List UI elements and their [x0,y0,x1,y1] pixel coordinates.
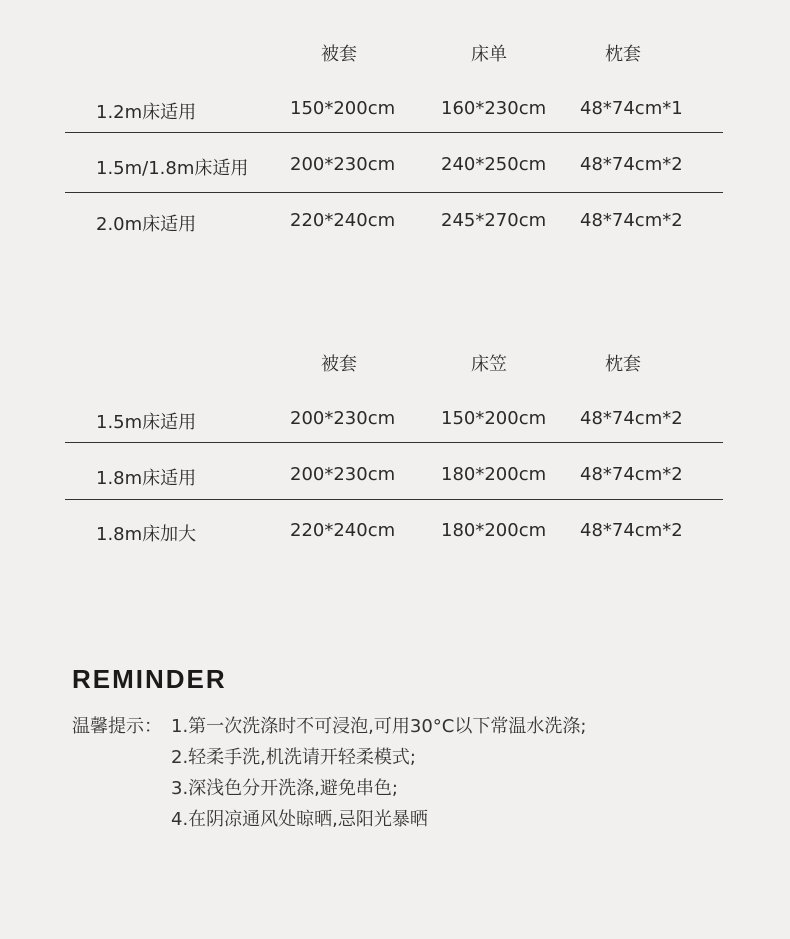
fitted-size-cell: 180*200cm [441,520,547,541]
sheet-size-cell: 240*250cm [441,154,547,175]
duvet-size-cell: 200*230cm [290,464,396,485]
bed-size-cell: 1.8m床适用 [96,468,197,489]
table-header [0,340,790,384]
duvet-size-cell: 220*240cm [290,210,396,231]
sheet-size-cell: 160*230cm [441,98,547,119]
duvet-size-cell: 220*240cm [290,520,396,541]
bed-size-cell: 1.8m床加大 [96,524,197,545]
table-row [0,384,790,440]
bed-size-cell: 1.5m/1.8m床适用 [96,158,249,179]
table-row [0,74,790,130]
header-pillowcase: 枕套 [605,354,641,375]
tip-line: 2.轻柔手洗,机洗请开轻柔模式; [171,747,416,768]
bed-size-cell: 2.0m床适用 [96,214,197,235]
table-row [0,440,790,496]
tips-label: 温馨提示： [72,716,162,737]
pillowcase-size-cell: 48*74cm*1 [580,98,683,119]
table-header [0,30,790,74]
header-duvet-cover: 被套 [321,354,357,375]
bed-size-cell: 1.2m床适用 [96,102,197,123]
pillowcase-size-cell: 48*74cm*2 [580,154,683,175]
pillowcase-size-cell: 48*74cm*2 [580,210,683,231]
pillowcase-size-cell: 48*74cm*2 [580,520,683,541]
header-pillowcase: 枕套 [605,44,641,65]
size-table-sheet [0,30,790,242]
tip-line: 3.深浅色分开洗涤,避免串色; [171,778,398,799]
header-duvet-cover: 被套 [321,44,357,65]
pillowcase-size-cell: 48*74cm*2 [580,464,683,485]
duvet-size-cell: 200*230cm [290,154,396,175]
duvet-size-cell: 200*230cm [290,408,396,429]
table-row [0,496,790,552]
pillowcase-size-cell: 48*74cm*2 [580,408,683,429]
bed-size-cell: 1.5m床适用 [96,412,197,433]
tip-line: 4.在阴凉通风处晾晒,忌阳光暴晒 [171,809,428,830]
fitted-size-cell: 150*200cm [441,408,547,429]
sheet-size-cell: 245*270cm [441,210,547,231]
duvet-size-cell: 150*200cm [290,98,396,119]
tip-line: 1.第一次洗涤时不可浸泡,可用30°C以下常温水洗涤; [171,716,587,737]
fitted-size-cell: 180*200cm [441,464,547,485]
table-row [0,186,790,242]
size-table-fitted [0,340,790,552]
table-row [0,130,790,186]
header-fitted-sheet: 床笠 [471,354,507,375]
reminder-title: REMINDER [72,664,227,694]
header-flat-sheet: 床单 [471,44,507,65]
